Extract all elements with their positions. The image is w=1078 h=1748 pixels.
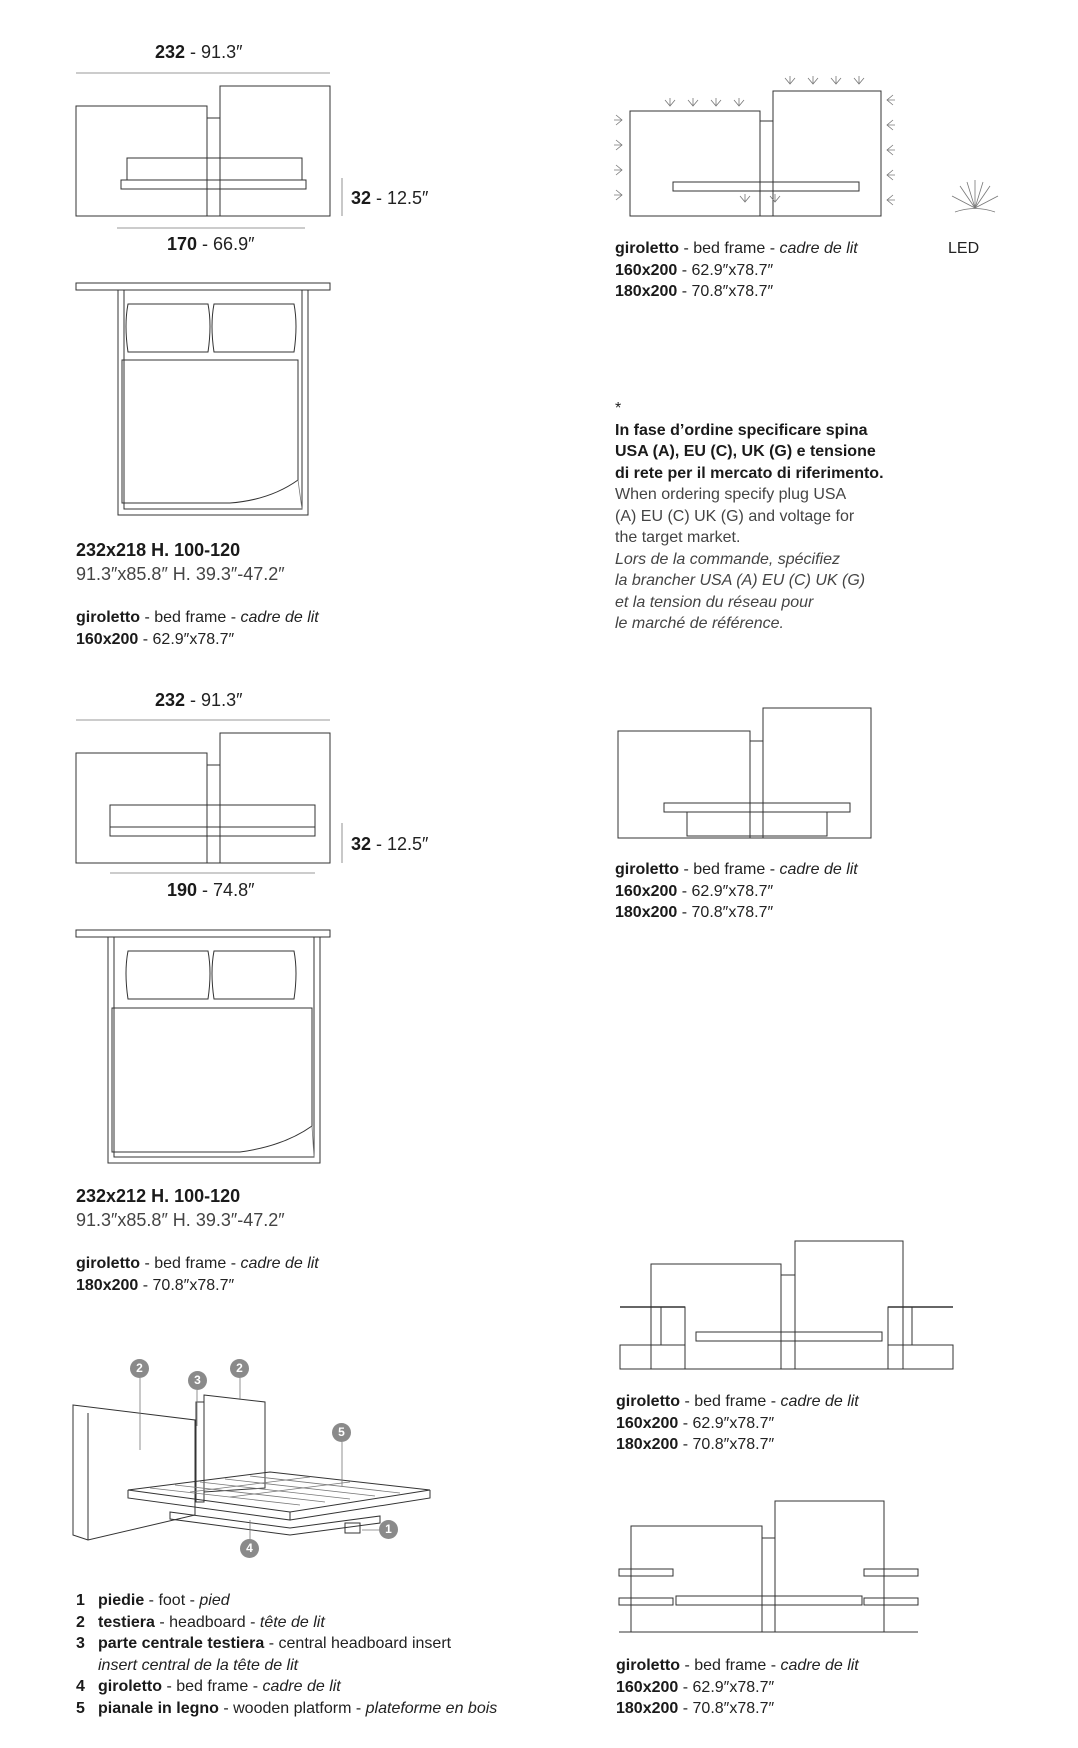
frame-size-led-2: 180x200 - 70.8″x78.7″ <box>615 283 774 300</box>
width-dimension-top: 232 - 91.3″ <box>155 42 243 62</box>
bed-size-imperial-2: 91.3″x85.8″ H. 39.3″-47.2″ <box>76 1210 285 1230</box>
badge-5: 5 <box>332 1423 351 1442</box>
note-it-line-3: di rete per il mercato di riferimento. <box>615 464 884 482</box>
frame-size-mid-right-1: 160x200 - 62.9″x78.7″ <box>615 883 774 900</box>
frame-caption-1: giroletto - bed frame - cadre de lit <box>76 609 319 626</box>
frame-caption-led: giroletto - bed frame - cadre de lit <box>615 240 858 257</box>
height-dimension-mid: 32 - 12.5″ <box>351 834 429 854</box>
legend-item-4: 4 giroletto - bed frame - cadre de lit <box>76 1678 341 1695</box>
frame-width-dimension-top: 170 - 66.9″ <box>167 234 255 254</box>
note-it-line-1: In fase d’ordine specificare spina <box>615 421 868 439</box>
legend <box>76 1590 497 1719</box>
note-en-line-3: the target market. <box>615 529 741 546</box>
frame-size-lower-right-2b: 180x200 - 70.8″x78.7″ <box>616 1700 775 1717</box>
frame-caption-2: giroletto - bed frame - cadre de lit <box>76 1255 319 1272</box>
frame-size-lower-right-2a: 160x200 - 62.9″x78.7″ <box>616 1679 775 1696</box>
legend-item-5: 5 pianale in legno - wooden platform - plateforme en bois <box>76 1699 498 1717</box>
badge-2-right: 2 <box>230 1359 249 1378</box>
frame-size-1: 160x200 - 62.9″x78.7″ <box>76 631 235 648</box>
led-label: LED <box>948 240 980 257</box>
badge-2-left: 2 <box>130 1359 149 1378</box>
legend-item-3: 3 parte centrale testiera - central headboard insert <box>76 1635 452 1652</box>
bed-size-title-1: 232x218 H. 100-120 <box>76 540 241 560</box>
frame-size-lower-right-1a: 160x200 - 62.9″x78.7″ <box>616 1415 775 1432</box>
legend-item-1: 1 piedie - foot - pied <box>76 1592 230 1609</box>
legend-item-3-extra: insert central de la tête de lit <box>98 1656 299 1674</box>
frame-size-2: 180x200 - 70.8″x78.7″ <box>76 1277 235 1294</box>
frame-size-led-1: 160x200 - 62.9″x78.7″ <box>615 262 774 279</box>
badge-1: 1 <box>379 1520 398 1539</box>
note-star: * <box>615 400 622 417</box>
frame-caption-lower-right-1: giroletto - bed frame - cadre de lit <box>616 1393 859 1410</box>
frame-caption-mid-right: giroletto - bed frame - cadre de lit <box>615 861 858 878</box>
bed-size-title-2: 232x212 H. 100-120 <box>76 1186 241 1206</box>
frame-caption-lower-right-2: giroletto - bed frame - cadre de lit <box>616 1657 859 1674</box>
note-en-line-2: (A) EU (C) UK (G) and voltage for <box>615 507 855 525</box>
note-fr-line-4: le marché de référence. <box>615 615 784 632</box>
note-en-line-1: When ordering specify plug USA <box>615 486 847 503</box>
frame-size-mid-right-2: 180x200 - 70.8″x78.7″ <box>615 904 774 921</box>
badge-3: 3 <box>188 1371 207 1390</box>
bed-size-imperial-1: 91.3″x85.8″ H. 39.3″-47.2″ <box>76 564 285 584</box>
note-it-line-2: USA (A), EU (C), UK (G) e tensione <box>615 443 876 460</box>
badge-4: 4 <box>240 1539 259 1558</box>
width-dimension-mid: 232 - 91.3″ <box>155 690 243 710</box>
frame-width-dimension-mid: 190 - 74.8″ <box>167 880 255 900</box>
legend-item-2: 2 testiera - headboard - tête de lit <box>76 1613 325 1631</box>
note-fr-line-1: Lors de la commande, spécifiez <box>615 550 840 568</box>
note-fr-line-3: et la tension du réseau pour <box>615 593 814 611</box>
height-dimension-top: 32 - 12.5″ <box>351 188 429 208</box>
note-fr-line-2: la brancher USA (A) EU (C) UK (G) <box>615 572 866 589</box>
frame-size-lower-right-1b: 180x200 - 70.8″x78.7″ <box>616 1436 775 1453</box>
